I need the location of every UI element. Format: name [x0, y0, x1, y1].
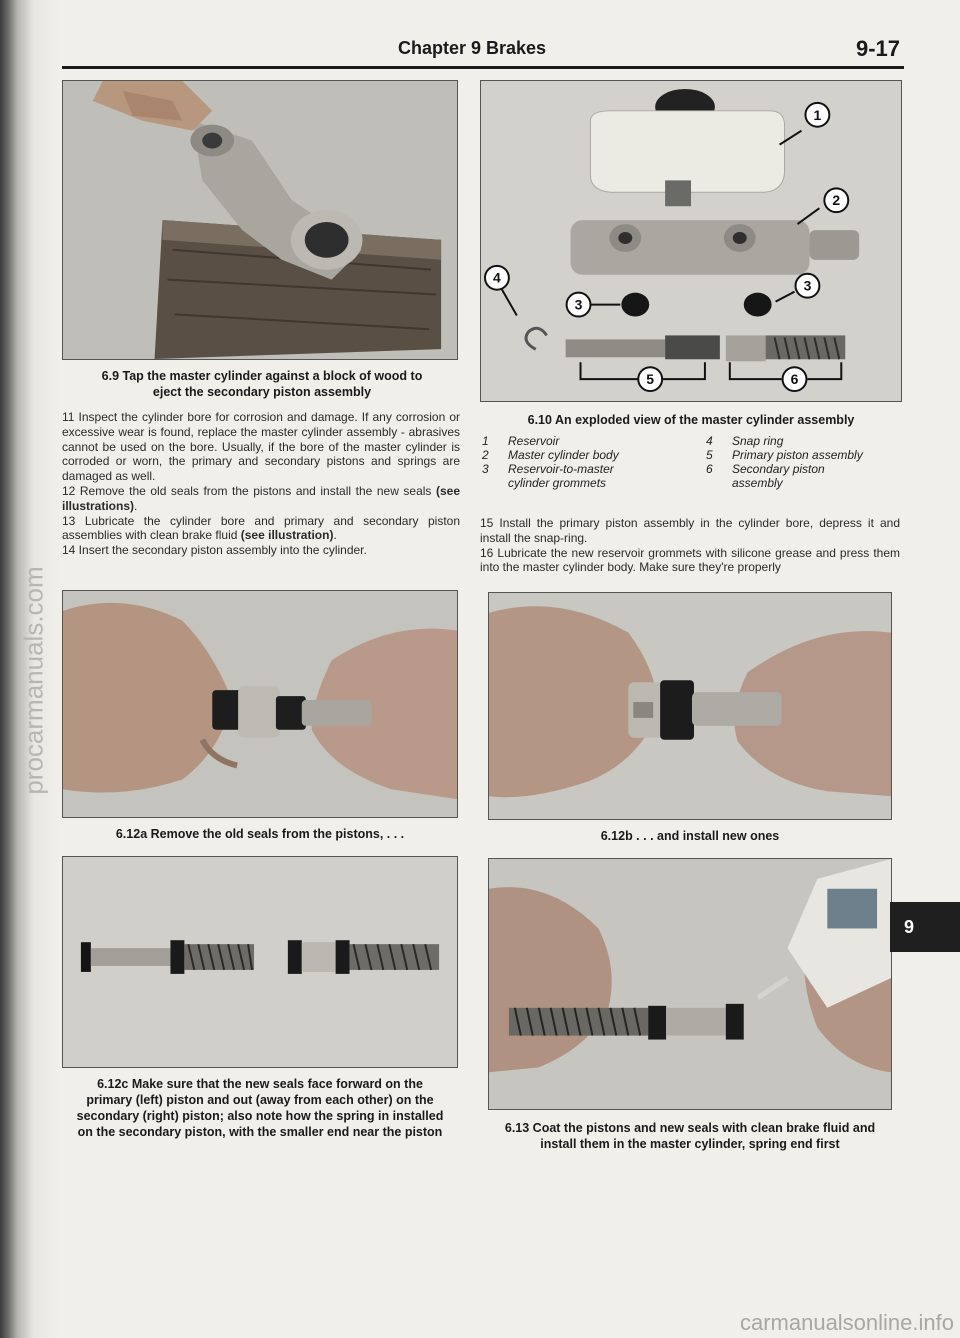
caption-6-13: 6.13 Coat the pistons and new seals with clean brake fluid and install them in the master cylinder, spring end first — [504, 1121, 876, 1151]
caption-6-12c: 6.12c Make sure that the new seals face forward on the primary (left) piston and out (away from each other) on the secondary (right) piston; also note how the spring in installed on the secondary piston, with the smaller end near the piston — [76, 1077, 444, 1139]
legend-text: Reservoir-to-master cylinder grommets — [508, 462, 614, 490]
photo-6-10-image — [481, 81, 901, 401]
photo-6-13 — [488, 858, 892, 1110]
legend-col-right — [702, 434, 912, 490]
legend-item — [478, 448, 688, 462]
left-body-text — [62, 410, 460, 558]
page-number: 9-17 — [855, 36, 900, 61]
photo-6-12b-image — [489, 593, 891, 819]
legend-col-left — [478, 434, 688, 490]
legend-text: Primary piston assembly — [732, 448, 863, 462]
callout-1: 1 — [813, 106, 822, 123]
paragraph-13-ref: (see illustration) — [240, 528, 334, 543]
paragraph-12 — [62, 484, 460, 514]
paragraph-15: 15 Install the primary piston assembly in the cylinder bore, depress it and install the snap-ring. — [480, 516, 900, 545]
caption-6-12a: 6.12a Remove the old seals from the pistons, . . . — [115, 827, 405, 841]
paragraph-13-end: . — [333, 528, 337, 543]
paragraph-12-ref: (see illustrations) — [62, 483, 460, 513]
photo-6-12c — [62, 856, 458, 1068]
paragraph-11: 11 Inspect the cylinder bore for corrosion and damage. If any corrosion or excessive wear is found, replace the master cylinder assembly - abrasives cannot be used on the bore. Usually, if the bore of the master cylinder is corroded or worn, the primary and secondary pistons and springs are damaged as well. — [62, 410, 460, 484]
caption-6-9: 6.9 Tap the master cylinder against a block of wood to eject the secondary piston assembly — [101, 369, 423, 399]
callout-6: 6 — [790, 371, 799, 388]
callout-2: 2 — [832, 192, 841, 209]
paragraph-12-end: . — [134, 498, 138, 513]
legend-num: 5 — [706, 448, 713, 462]
legend-num: 6 — [706, 462, 713, 476]
legend-text: Snap ring — [732, 434, 784, 448]
legend-item — [478, 434, 688, 448]
callout-3-right: 3 — [803, 277, 812, 294]
legend-item — [702, 434, 912, 448]
photo-6-9-image — [63, 81, 457, 359]
legend-num: 2 — [482, 448, 489, 462]
side-watermark-text: procarmanuals.com — [18, 565, 49, 795]
photo-6-9 — [62, 80, 458, 360]
paragraph-13-text: 13 Lubricate the cylinder bore and primary and secondary piston assemblies with clean brake fluid — [62, 513, 460, 543]
caption-6-10: 6.10 An exploded view of the master cylinder assembly — [527, 413, 855, 427]
chapter-title: Chapter 9 Brakes — [398, 38, 547, 58]
legend-item — [702, 448, 912, 462]
paragraph-13 — [62, 514, 460, 544]
photo-6-13-image — [489, 859, 891, 1109]
footer-watermark: carmanualsonline.info — [739, 1310, 954, 1335]
callout-5: 5 — [646, 371, 655, 388]
photo-6-12a-image — [63, 591, 457, 817]
callout-4: 4 — [493, 269, 501, 286]
photo-6-12c-image — [63, 857, 457, 1067]
photo-6-12a — [62, 590, 458, 818]
photo-6-12b — [488, 592, 892, 820]
side-watermark — [14, 560, 54, 800]
legend-text: Master cylinder body — [508, 448, 619, 462]
chapter-tab: 9 — [890, 902, 960, 952]
paragraph-14: 14 Insert the secondary piston assembly into the cylinder. — [62, 543, 367, 558]
paragraph-12-text: 12 Remove the old seals from the pistons and install the new seals — [62, 483, 436, 498]
legend-num: 3 — [482, 462, 489, 476]
legend-num: 4 — [706, 434, 713, 448]
page-header — [62, 36, 904, 66]
paragraph-16: 16 Lubricate the new reservoir grommets with silicone grease and press them into the master cylinder body. Make sure they're properly — [480, 545, 900, 575]
photo-6-10 — [480, 80, 902, 402]
right-body-text — [480, 516, 900, 575]
legend-item — [702, 462, 912, 490]
legend-item — [478, 462, 688, 490]
header-rule — [62, 66, 904, 69]
callout-3-left: 3 — [574, 296, 583, 313]
legend-num: 1 — [482, 434, 489, 448]
legend-text: Reservoir — [508, 434, 560, 448]
caption-6-12b: 6.12b . . . and install new ones — [600, 829, 780, 843]
legend-text: Secondary piston assembly — [732, 462, 825, 490]
